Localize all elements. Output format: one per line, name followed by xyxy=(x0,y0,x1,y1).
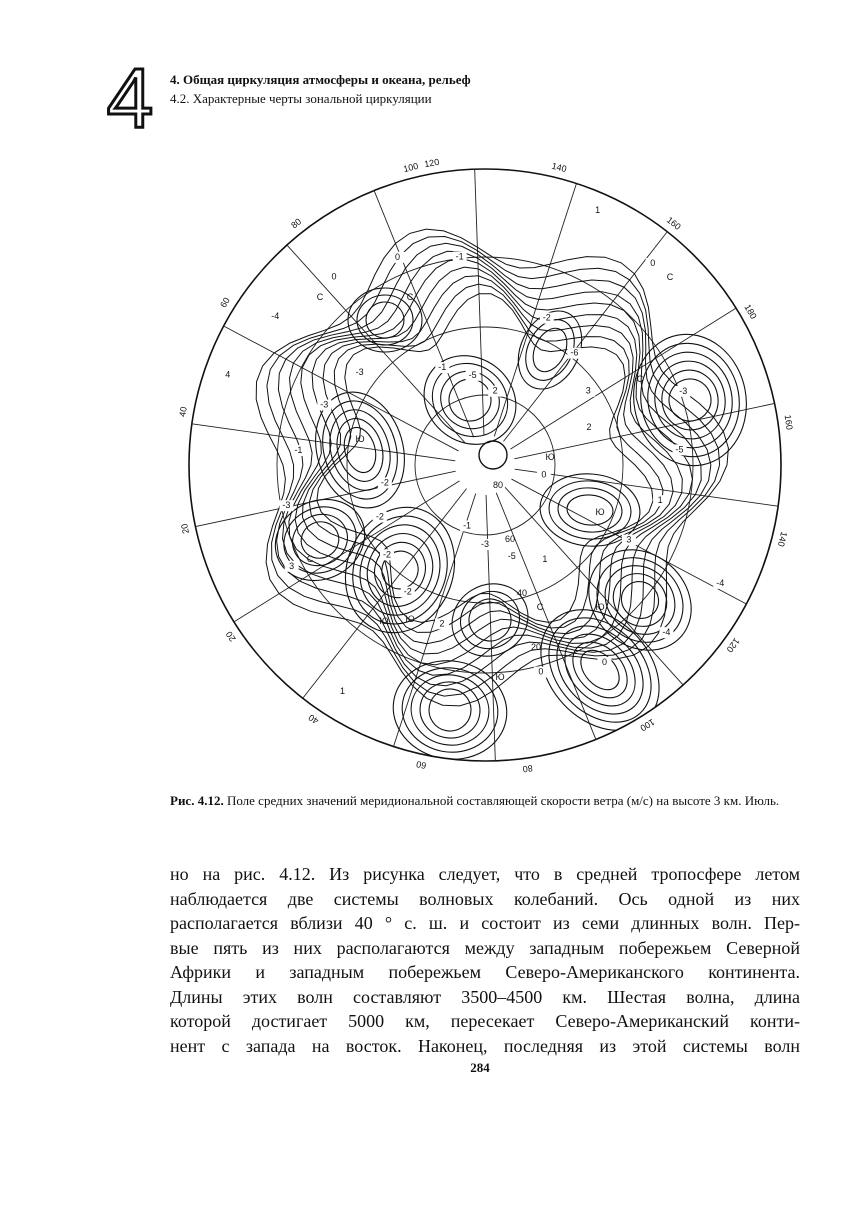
contour-value-label: 0 xyxy=(538,666,544,677)
contour-value-label: -5 xyxy=(507,551,516,562)
longitude-label: 20 xyxy=(223,629,238,644)
latitude-label: 40 xyxy=(516,588,528,598)
pole-marker xyxy=(479,441,507,469)
contour-value-label: 1 xyxy=(595,204,601,215)
contour-value-label: 0 xyxy=(601,656,607,667)
contour-value-label: -1 xyxy=(438,362,447,373)
longitude-label: 160 xyxy=(782,414,795,431)
contour-value-label: 2 xyxy=(586,422,592,433)
contour-value-label: -3 xyxy=(355,366,364,377)
contour-value-label: -1 xyxy=(463,520,472,531)
chapter-number: 4 xyxy=(106,51,154,145)
region-label: С xyxy=(406,292,414,302)
wind-contour-line xyxy=(416,677,485,743)
contour-value-label: -2 xyxy=(382,549,392,560)
contour-value-label: 0 xyxy=(394,251,400,262)
region-label: С xyxy=(316,292,324,302)
figure-caption-label: Рис. 4.12. xyxy=(170,793,224,808)
longitude-label: 140 xyxy=(775,530,790,548)
region-label: Ю xyxy=(379,616,389,626)
contour-value-label: -3 xyxy=(679,385,688,396)
wind-contour-line xyxy=(614,574,666,626)
body-line: наблюдается две системы волновых колебаний. Ось одной из них xyxy=(170,888,800,909)
wind-contour-line xyxy=(406,338,533,463)
contour-value-label: 0 xyxy=(331,271,337,282)
latitude-label: 80 xyxy=(492,480,504,490)
contour-value-label: 3 xyxy=(626,534,632,545)
contour-value-label: -4 xyxy=(716,577,725,588)
contour-value-label: -2 xyxy=(542,312,551,323)
wind-contours xyxy=(256,229,757,768)
wind-contour-line xyxy=(556,485,624,534)
contour-value-label: -3 xyxy=(282,500,291,511)
polar-wind-map-svg xyxy=(170,150,800,780)
wind-contour-line xyxy=(657,365,723,435)
contour-value-label: -1 xyxy=(294,444,303,455)
latitude-label: 60 xyxy=(504,534,516,544)
wind-contour-line xyxy=(551,620,649,720)
contour-value-label: -6 xyxy=(570,347,579,358)
region-label: С xyxy=(536,602,544,612)
longitude-label: 40 xyxy=(306,712,321,727)
longitude-label: 100 xyxy=(402,160,420,175)
longitude-label: 80 xyxy=(522,762,534,775)
contour-value-label: -3 xyxy=(320,399,329,410)
wind-contour-line xyxy=(568,529,711,671)
region-label: Ю xyxy=(495,672,505,682)
longitude-label: 160 xyxy=(664,214,683,232)
contour-value-label: -3 xyxy=(480,539,490,549)
wind-contour-line xyxy=(566,493,614,527)
subsection-title: 4.2. Характерные черты зональной циркуляции xyxy=(170,91,432,106)
contour-value-label: 1 xyxy=(339,686,345,697)
contour-value-label: -5 xyxy=(675,444,684,455)
contour-value-label: -4 xyxy=(662,627,671,638)
wind-contour-line xyxy=(357,524,443,616)
latitude-label: 20 xyxy=(530,642,542,652)
region-label: С xyxy=(636,374,644,384)
contour-value-label: 1 xyxy=(657,495,663,506)
body-line: Африки и западным побережьем Северо-Американского континента. xyxy=(170,962,800,982)
region-label: Ю xyxy=(545,452,555,462)
region-label: Ю xyxy=(355,434,365,444)
meridian-line xyxy=(224,326,459,451)
longitude-label: 40 xyxy=(177,405,189,418)
contour-value-label: 4 xyxy=(225,369,231,380)
region-label: Ю xyxy=(595,602,605,612)
body-line: Длины этих волн составляют 3500–4500 км. Шестая волна, длина xyxy=(170,986,800,1007)
longitude-label: 60 xyxy=(218,295,232,310)
contour-value-label: -5 xyxy=(468,369,477,380)
longitude-label: 60 xyxy=(415,758,428,771)
longitude-label: 140 xyxy=(550,160,568,175)
contour-value-label: 0 xyxy=(650,258,656,269)
body-line: располагается вблизи 40 ° с. ш. и состоит из семи длинных волн. Пер- xyxy=(170,913,800,933)
figure-caption xyxy=(170,792,800,809)
region-label: Ю xyxy=(405,614,415,624)
region-label: С xyxy=(666,272,674,282)
body-text xyxy=(170,862,800,1058)
meridian-line xyxy=(515,469,778,506)
contour-value-label: 1 xyxy=(542,553,548,564)
body-line: которой достигает 5000 км, пересекает Северо-Американский конти- xyxy=(170,1011,800,1031)
longitude-label: 80 xyxy=(289,216,304,231)
contour-value-label: 2 xyxy=(439,618,445,629)
contour-value-label: -2 xyxy=(380,477,389,488)
longitude-label: 120 xyxy=(423,156,441,170)
contour-value-label: -2 xyxy=(403,586,412,597)
body-line: нент с запада на восток. Наконец, последняя из этой системы волн xyxy=(170,1035,800,1056)
region-label: С xyxy=(306,554,314,564)
longitude-label: 180 xyxy=(742,302,759,321)
section-title: 4. Общая циркуляция атмосферы и океана, рельеф xyxy=(170,72,471,87)
contour-value-label: -2 xyxy=(375,511,384,522)
contour-value-label: -1 xyxy=(455,251,464,262)
wind-contour-line xyxy=(631,335,749,466)
longitude-label: 100 xyxy=(638,716,657,734)
contour-value-label: 3 xyxy=(289,560,295,571)
wind-contour-line xyxy=(367,535,434,605)
region-label: Ю xyxy=(595,507,605,517)
meridian-line xyxy=(494,183,579,436)
longitude-label: 120 xyxy=(724,636,742,655)
longitude-label: 20 xyxy=(179,522,192,535)
body-line: вые пять из них располагаются между западным побережьем Северной xyxy=(170,937,800,958)
wind-contour-line xyxy=(406,669,495,751)
figure-caption-text: Поле средних значений меридиональной составляющей скорости ветра (м/с) на высоте 3 км. Июль. xyxy=(223,793,780,808)
contour-value-label: 2 xyxy=(492,385,498,396)
body-line: но на рис. 4.12. Из рисунка следует, что в средней тропосфере летом xyxy=(170,864,800,884)
wind-contour-line xyxy=(580,540,701,660)
contour-value-label: 0 xyxy=(541,469,547,480)
page-number: 284 xyxy=(470,1060,490,1075)
contour-value-label: -4 xyxy=(271,311,280,322)
polar-wind-map xyxy=(170,150,800,780)
contour-value-label: 3 xyxy=(585,385,591,396)
